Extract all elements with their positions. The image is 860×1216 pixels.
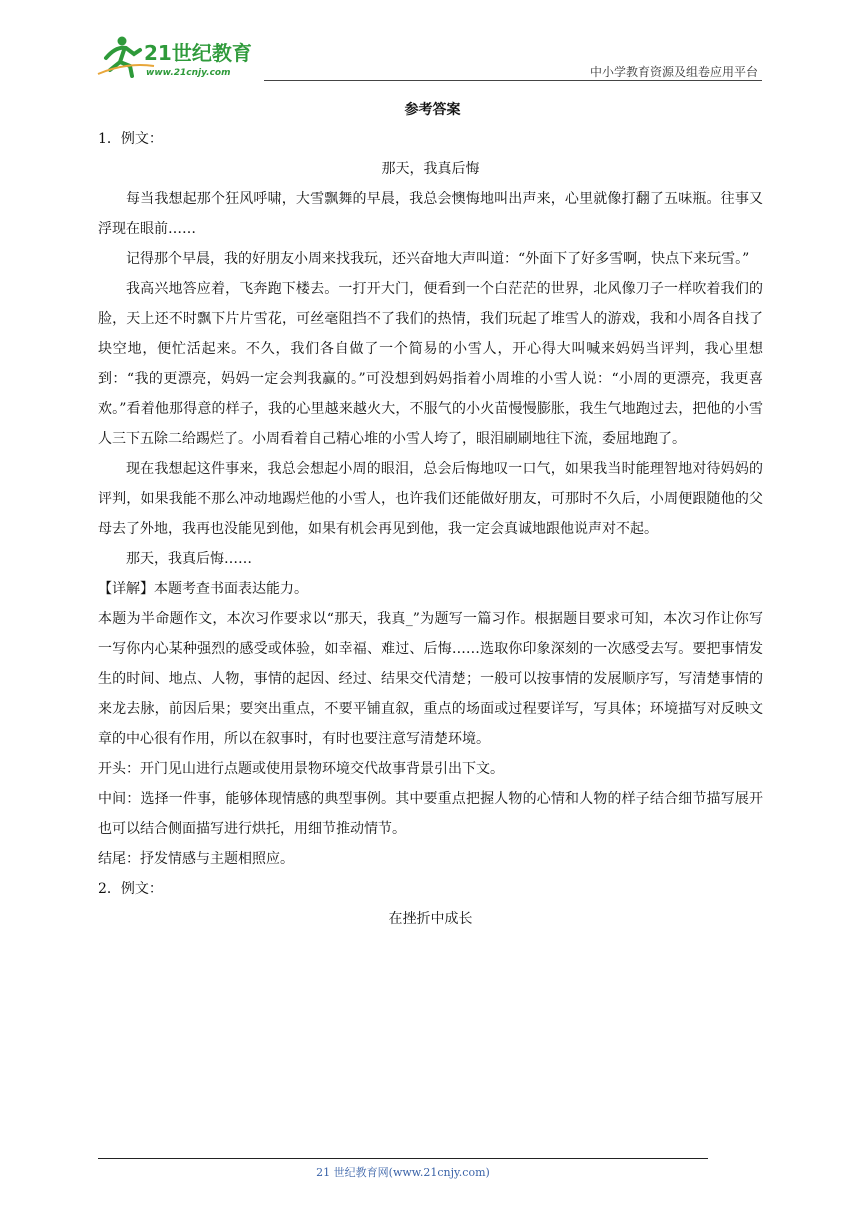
middle-tip: 中间：选择一件事，能够体现情感的典型事例。其中要重点把握人物的心情和人物的样子结合细节描写展开也可以结合侧面描写进行烘托，用细节推动情节。 (98, 791, 763, 837)
analysis-text: 本题为半命题作文，本次习作要求以“那天，我真_”为题写一篇习作。根据题目要求可知，本次习作让你写一写你内心某种强烈的感受或体验，如幸福、难过、后悔……选取你印象深刻的一次感受去写。要把事情发生的时间、地点、人物，事情的起因、经过、结果交代清楚；一般可以按事情的发展顺序写，写清楚事情的来龙去脉，前因后果；要突出重点，不要平铺直叙，重点的场面或过程要详写，写具体；环境描写对反映文章的中心很有作用，所以在叙事时，有时也要注意写清楚环境。 (98, 611, 763, 747)
logo-url: www.21cnjy.com (146, 68, 231, 78)
detail-heading: 【详解】本题考查书面表达能力。 (98, 581, 308, 597)
platform-name: 中小学教育资源及组卷应用平台 (589, 65, 758, 79)
header-divider (264, 80, 762, 81)
answer-content (98, 96, 763, 934)
essay-1-title: 那天，我真后悔 (381, 161, 480, 177)
essay-1-paragraph: 我高兴地答应着，飞奔跑下楼去。一打开大门，便看到一个白茫茫的世界，北风像刀子一样吹着我们的脸，天上还不时飘下片片雪花，可丝毫阻挡不了我们的热情，我们玩起了堆雪人的游戏，我和小周各自找了块空地，便忙活起来。不久，我们各自做了一个简易的小雪人，开心得大叫喊来妈妈当评判，我心里想到：“我的更漂亮，妈妈一定会判我赢的。”可没想到妈妈指着小周堆的小雪人说：“小周的更漂亮，我更喜欢。”看着他那得意的样子，我的心里越来越火大，不服气的小火苗慢慢膨胀，我生气地跑过去，把他的小雪人三下五除二给踢烂了。小周看着自己精心堆的小雪人垮了，眼泪刷刷地往下流，委屈地跑了。 (98, 281, 763, 447)
footer-divider (98, 1158, 708, 1159)
question-1-label: 1．例文： (98, 131, 163, 147)
page-header (96, 30, 762, 80)
ending-tip: 结尾：抒发情感与主题相照应。 (98, 851, 294, 867)
footer-link[interactable]: 21 世纪教育网(www.21cnjy.com) (316, 1166, 490, 1179)
opening-tip: 开头：开门见山进行点题或使用景物环境交代故事背景引出下文。 (98, 761, 504, 777)
essay-1-paragraph: 记得那个早晨，我的好朋友小周来找我玩，还兴奋地大声叫道：“外面下了好多雪啊，快点下来玩雪。” (126, 251, 750, 267)
page-title: 参考答案 (404, 102, 461, 118)
essay-1-paragraph: 那天，我真后悔…… (126, 551, 252, 567)
essay-2-title: 在挫折中成长 (388, 911, 473, 927)
essay-1-paragraph: 每当我想起那个狂风呼啸，大雪飘舞的早晨，我总会懊悔地叫出声来，心里就像打翻了五味瓶。往事又浮现在眼前…… (98, 191, 763, 237)
logo-text: 21世纪教育 (144, 41, 252, 65)
question-2-label: 2．例文： (98, 881, 163, 897)
logo (96, 32, 266, 78)
essay-1-paragraph: 现在我想起这件事来，我总会想起小周的眼泪，总会后悔地叹一口气，如果我当时能理智地对待妈妈的评判，如果我能不那么冲动地踢烂他的小雪人，也许我们还能做好朋友，可那时不久后，小周便跟随他的父母去了外地，我再也没能见到他，如果有机会再见到他，我一定会真诚地跟他说声对不起。 (98, 461, 763, 537)
